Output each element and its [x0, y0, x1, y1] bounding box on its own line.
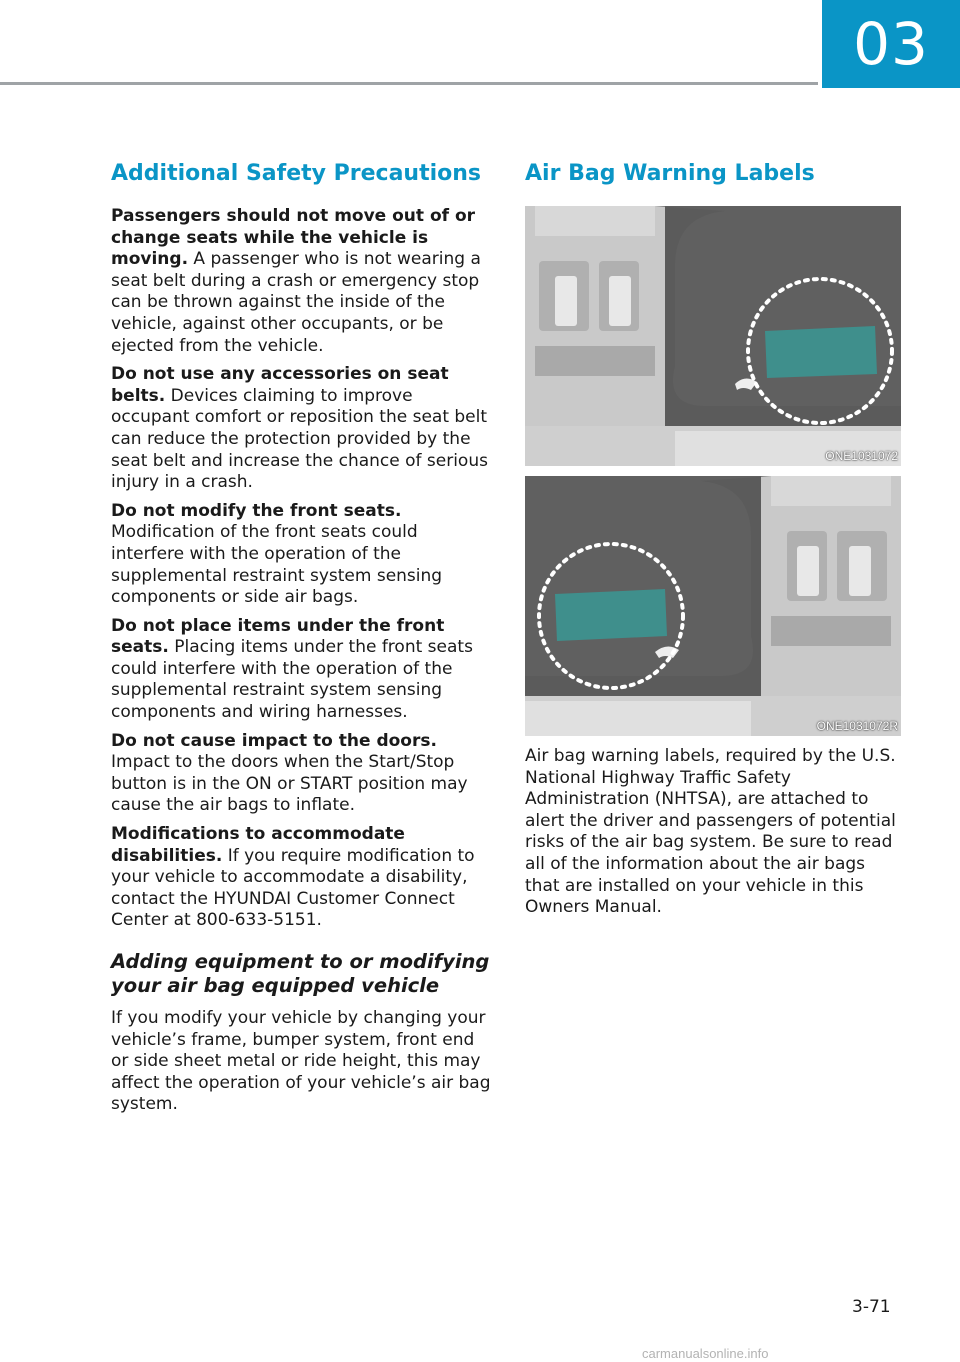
paragraph-items-under-seats	[111, 616, 491, 724]
figure-sunvisor-driver	[525, 206, 901, 466]
subheading-equipment: Adding equipment to or modifying your air bag equipped vehicle	[111, 950, 490, 997]
watermark: carmanualsonline.info	[642, 1346, 769, 1361]
paragraph-lead: Do not cause impact to the doors.	[111, 730, 437, 751]
figure-sunvisor-passenger	[525, 476, 901, 736]
paragraph-lead: Do not use any accessories on seat belts.	[111, 364, 449, 406]
paragraph-modify-seats	[111, 501, 491, 609]
paragraph-body: Devices claiming to improve occupant comfort or reposition the seat belt can reduce the protection provided by the seat belt and increase the chance of serious injury in a crash.	[111, 385, 488, 493]
paragraph-body: Impact to the doors when the Start/Stop button is in the ON or START position may cause the air bags to inflate.	[111, 752, 468, 816]
paragraph-accessories	[111, 364, 491, 494]
page-number: 3-71	[852, 1297, 891, 1317]
section-title-labels: Air Bag Warning Labels	[525, 161, 815, 186]
paragraph-lead: Do not place items under the front seats.	[111, 615, 445, 658]
paragraph-body: Modification of the front seats could interfere with the operation of the supplemental restraint system sensing components or side air bags.	[111, 522, 443, 608]
header-rule	[0, 82, 818, 85]
paragraph-lead: Modifications to accommodate disabilities.	[111, 824, 405, 866]
right-column	[525, 158, 901, 926]
figure-code: ONE1031072	[825, 449, 898, 463]
paragraph-body: A passenger who is not wearing a seat belt during a crash or emergency stop can be thrown against the inside of the vehicle, against other occupants, or be ejected from the vehicle.	[111, 249, 481, 356]
sunvisor-illustration	[525, 476, 901, 736]
figure-code: ONE1031072R	[816, 719, 898, 733]
left-column	[111, 158, 491, 1123]
paragraph-warning-labels: Air bag warning labels, required by the U.S. National Highway Traffic Safety Administration (NHTSA), are attached to alert the driver and passengers of potential risks of the air bag system. Be sure to read all of the information about the air bags that are installed on your vehicle in this Owners Manual.	[525, 746, 896, 918]
paragraph-body: If you require modification to your vehicle to accommodate a disability, contact the HYUNDAI Customer Connect Center at 800-633-5151.	[111, 845, 475, 931]
chapter-tab: 03	[822, 0, 960, 88]
paragraph-lead: Do not modify the front seats.	[111, 500, 402, 521]
paragraph-door-impact	[111, 731, 491, 817]
paragraph-body: Placing items under the front seats could interfere with the operation of the supplemental restraint system sensing components and wiring harnesses.	[111, 637, 473, 723]
paragraph-lead: Passengers should not move out of or change seats while the vehicle is moving.	[111, 206, 476, 270]
paragraph-disabilities	[111, 824, 491, 932]
paragraph-modify-vehicle: If you modify your vehicle by changing your vehicle’s frame, bumper system, front end or side sheet metal or ride height, this may affect the operation of your vehicle’s air bag system.	[111, 1008, 491, 1115]
paragraph-seats-moving	[111, 206, 491, 357]
section-title-safety: Additional Safety Precautions	[111, 161, 482, 186]
sunvisor-illustration	[525, 206, 901, 466]
